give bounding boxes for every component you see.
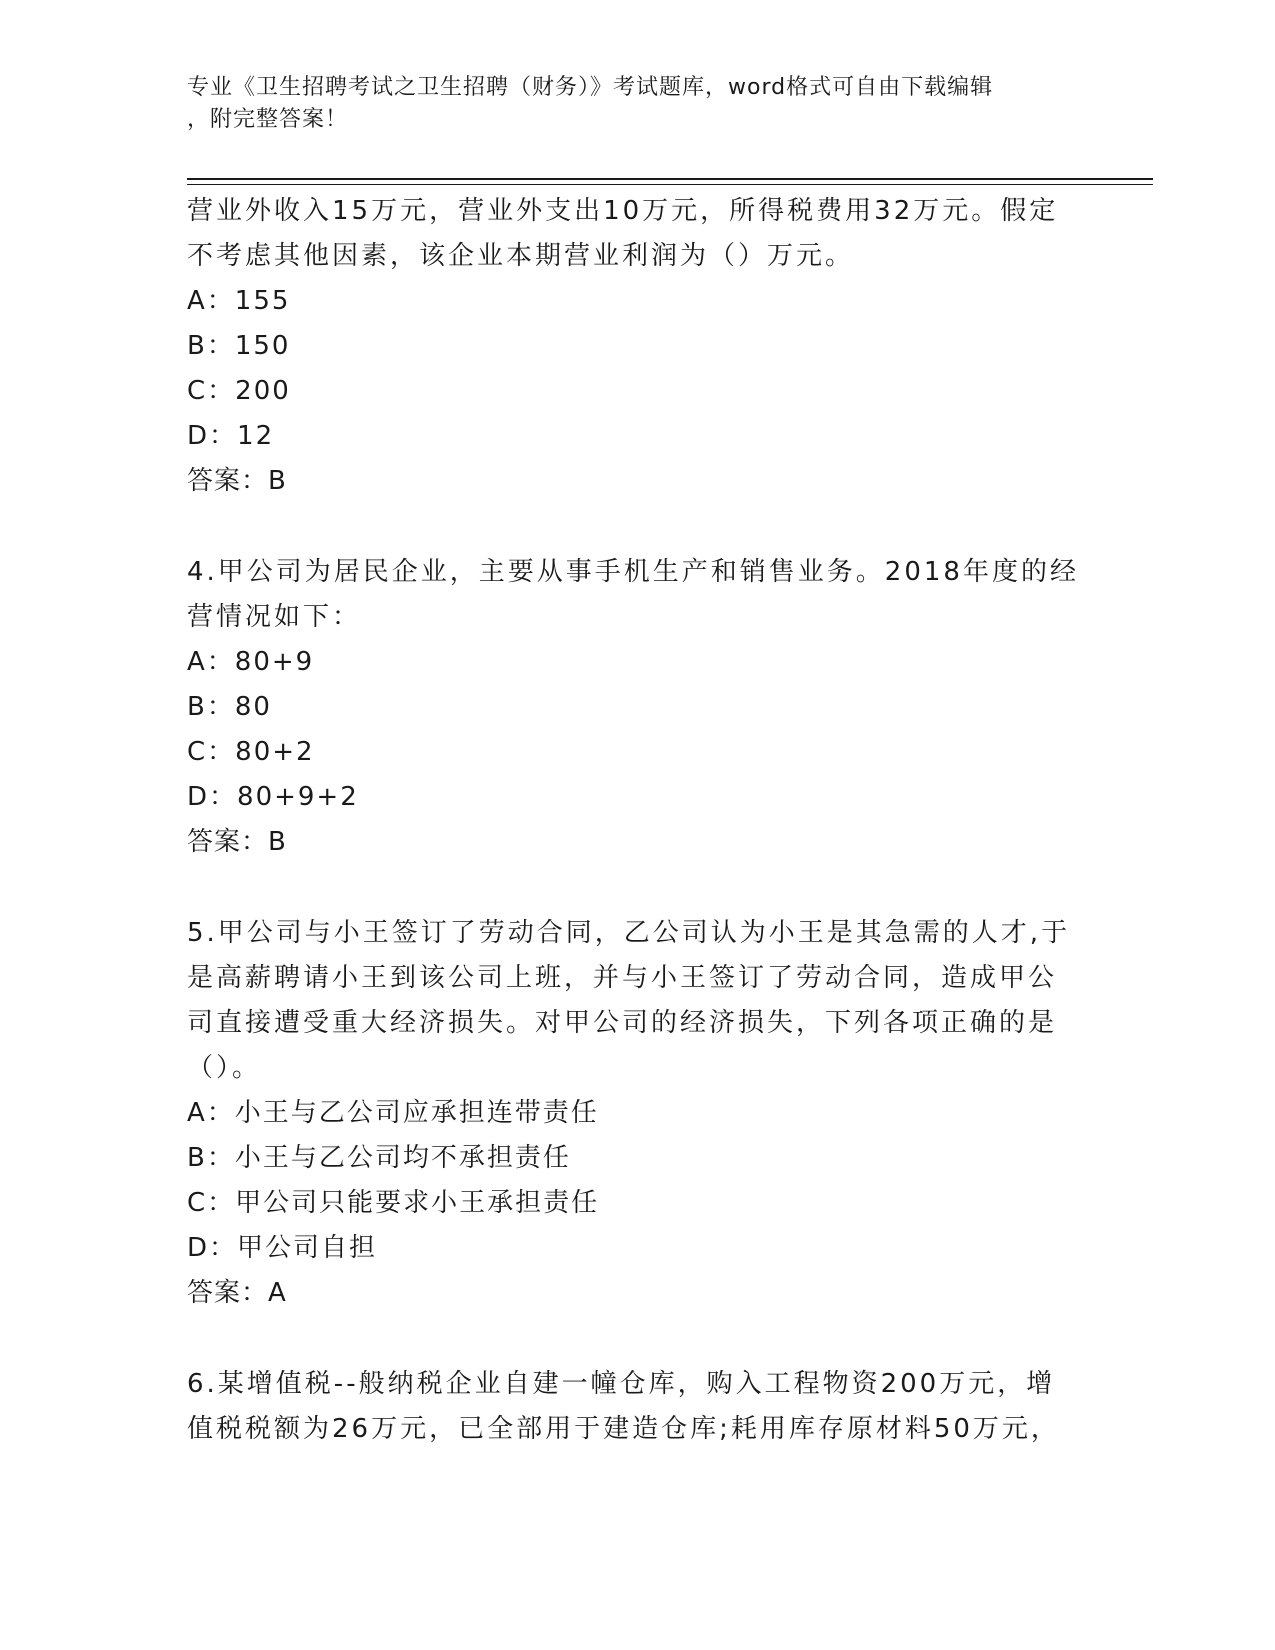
option-a: A：155: [187, 286, 291, 316]
option-b: B：小王与乙公司均不承担责任: [187, 1143, 571, 1173]
header-line-2: ，附完整答案！: [187, 107, 349, 132]
question-4: [187, 550, 1087, 865]
option-c: C：80+2: [187, 737, 315, 767]
answer: 答案：B: [187, 827, 287, 857]
question-text: 5.甲公司与小王签订了劳动合同，乙公司认为小王是其急需的人才,于: [187, 918, 1071, 948]
question-list: [187, 189, 1087, 1452]
header-line-1: 专业《卫生招聘考试之卫生招聘（财务）》考试题库，word格式可自由下载编辑: [187, 75, 994, 100]
option-b: B：80: [187, 692, 272, 722]
question-text: 6.某增值税--般纳税企业自建一幢仓库，购入工程物资200万元，增: [187, 1369, 1056, 1399]
option-d: D：80+9+2: [187, 782, 359, 812]
option-d: D：甲公司自担: [187, 1233, 378, 1263]
question-text: 是高薪聘请小王到该公司上班，并与小王签订了劳动合同，造成甲公: [187, 963, 1058, 993]
option-c: C：甲公司只能要求小王承担责任: [187, 1188, 600, 1218]
header-divider-thin: [187, 184, 1153, 185]
question-text: 值税税额为26万元，已全部用于建造仓库;耗用库存原材料50万元，: [187, 1414, 1060, 1444]
question-6: [187, 1362, 1087, 1452]
answer: 答案：A: [187, 1278, 287, 1308]
question-text: 营业外收入15万元，营业外支出10万元，所得税费用32万元。假定: [187, 196, 1059, 226]
question-text: 司直接遭受重大经济损失。对甲公司的经济损失，下列各项正确的是: [187, 1008, 1058, 1038]
question-text: （）。: [187, 1053, 262, 1083]
option-c: C：200: [187, 376, 291, 406]
question-text: 4.甲公司为居民企业，主要从事手机生产和销售业务。2018年度的经: [187, 557, 1079, 587]
option-b: B：150: [187, 331, 291, 361]
option-a: A：80+9: [187, 647, 315, 677]
header-divider-thick: [187, 178, 1153, 180]
question-text: 营情况如下：: [187, 602, 362, 632]
answer: 答案：B: [187, 466, 287, 496]
option-d: D：12: [187, 421, 275, 451]
question-text: 不考虑其他因素，该企业本期营业利润为（）万元。: [187, 241, 855, 271]
option-a: A：小王与乙公司应承担连带责任: [187, 1098, 599, 1128]
question-5: [187, 911, 1087, 1316]
document-header: [187, 72, 1067, 136]
question-3: [187, 189, 1087, 504]
